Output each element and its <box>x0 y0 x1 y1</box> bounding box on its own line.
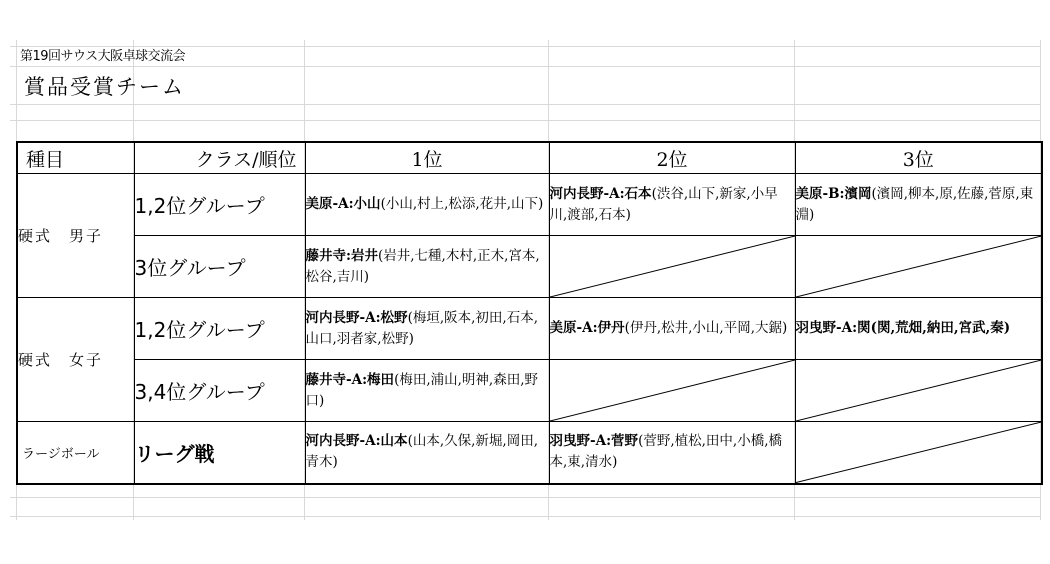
team-members: (梅田,浦山,明神,森田,野口) <box>305 371 538 409</box>
third-place-cell <box>795 298 1042 360</box>
team-members: (関,荒畑,納田,宮武,秦) <box>870 320 1011 336</box>
diagonal-slash <box>796 422 1042 483</box>
second-place-cell <box>549 422 795 484</box>
first-place-cell <box>305 298 549 360</box>
empty-cell <box>795 236 1042 298</box>
team-members: (山本,久保,新堀,岡田,青木) <box>305 433 538 471</box>
first-place-cell <box>305 174 549 236</box>
team-members: (渋谷,山下,新家,小早川,渡部,石本) <box>549 185 778 223</box>
team-name: 藤井寺-A:梅田 <box>305 371 395 388</box>
table-row <box>17 422 1042 484</box>
team-name: 羽曳野-A:菅野 <box>549 433 639 450</box>
event-hard-men: 硬式 男子 <box>17 174 134 298</box>
gridline <box>10 497 1040 498</box>
team-name: 藤井寺:岩井 <box>305 247 378 264</box>
team-members: (岩井,七種,木村,正木,宮本,松谷,吉川) <box>305 247 540 285</box>
third-place-cell <box>795 174 1042 236</box>
event-large-ball: ラージボール <box>17 422 134 484</box>
header-third: 3位 <box>795 142 1042 174</box>
first-place-cell <box>305 360 549 422</box>
class-cell: 1,2位グループ <box>134 298 305 360</box>
table-row <box>17 360 1042 422</box>
team-name: 河内長野-A:松野 <box>305 309 408 326</box>
empty-cell <box>549 236 795 298</box>
first-place-cell <box>305 422 549 484</box>
team-members: (伊丹,松井,小山,平岡,大鋸) <box>624 320 788 336</box>
team-name: 美原-B:濱岡 <box>795 185 872 202</box>
team-members: (濱岡,柳本,原,佐藤,菅原,東淵) <box>795 185 1034 223</box>
empty-cell <box>795 422 1042 484</box>
gridline <box>10 120 1040 121</box>
gridline <box>10 66 1040 67</box>
header-second: 2位 <box>549 142 795 174</box>
second-place-cell <box>549 174 795 236</box>
second-place-cell <box>549 298 795 360</box>
first-place-cell <box>305 236 549 298</box>
gridline <box>10 104 1040 105</box>
class-cell: 1,2位グループ <box>134 174 305 236</box>
page-title: 第19回サウス大阪卓球交流会 <box>20 49 186 64</box>
header-first: 1位 <box>305 142 549 174</box>
empty-cell <box>795 360 1042 422</box>
diagonal-slash <box>796 236 1042 297</box>
class-cell: 3,4位グループ <box>134 360 305 422</box>
team-members: (梅垣,阪本,初田,石本,山口,羽者家,松野) <box>305 309 538 347</box>
diagonal-slash <box>796 360 1042 421</box>
gridline <box>10 516 1040 517</box>
team-name: 河内長野-A:山本 <box>305 433 408 450</box>
team-name: 河内長野-A:石本 <box>549 185 652 202</box>
class-cell: 3位グループ <box>134 236 305 298</box>
page-subtitle: 賞品受賞チーム <box>24 75 185 99</box>
header-class: クラス/順位 <box>134 142 305 174</box>
team-members: (菅野,植松,田中,小橋,橋本,東,清水) <box>549 433 782 471</box>
class-cell: リーグ戦 <box>134 422 305 484</box>
gridline <box>10 46 1040 47</box>
event-hard-women: 硬式 女子 <box>17 298 134 422</box>
diagonal-slash <box>550 236 795 297</box>
team-name: 美原-A:伊丹 <box>549 320 625 336</box>
diagonal-slash <box>550 360 795 421</box>
header-event: 種目 <box>17 142 134 174</box>
team-members: (小山,村上,松添,花井,山下) <box>380 196 544 212</box>
awards-table <box>16 141 1043 485</box>
table-row <box>17 236 1042 298</box>
team-name: 羽曳野-A:関 <box>795 320 871 336</box>
table-row <box>17 174 1042 236</box>
empty-cell <box>549 360 795 422</box>
team-name: 美原-A:小山 <box>305 196 381 212</box>
table-row <box>17 298 1042 360</box>
